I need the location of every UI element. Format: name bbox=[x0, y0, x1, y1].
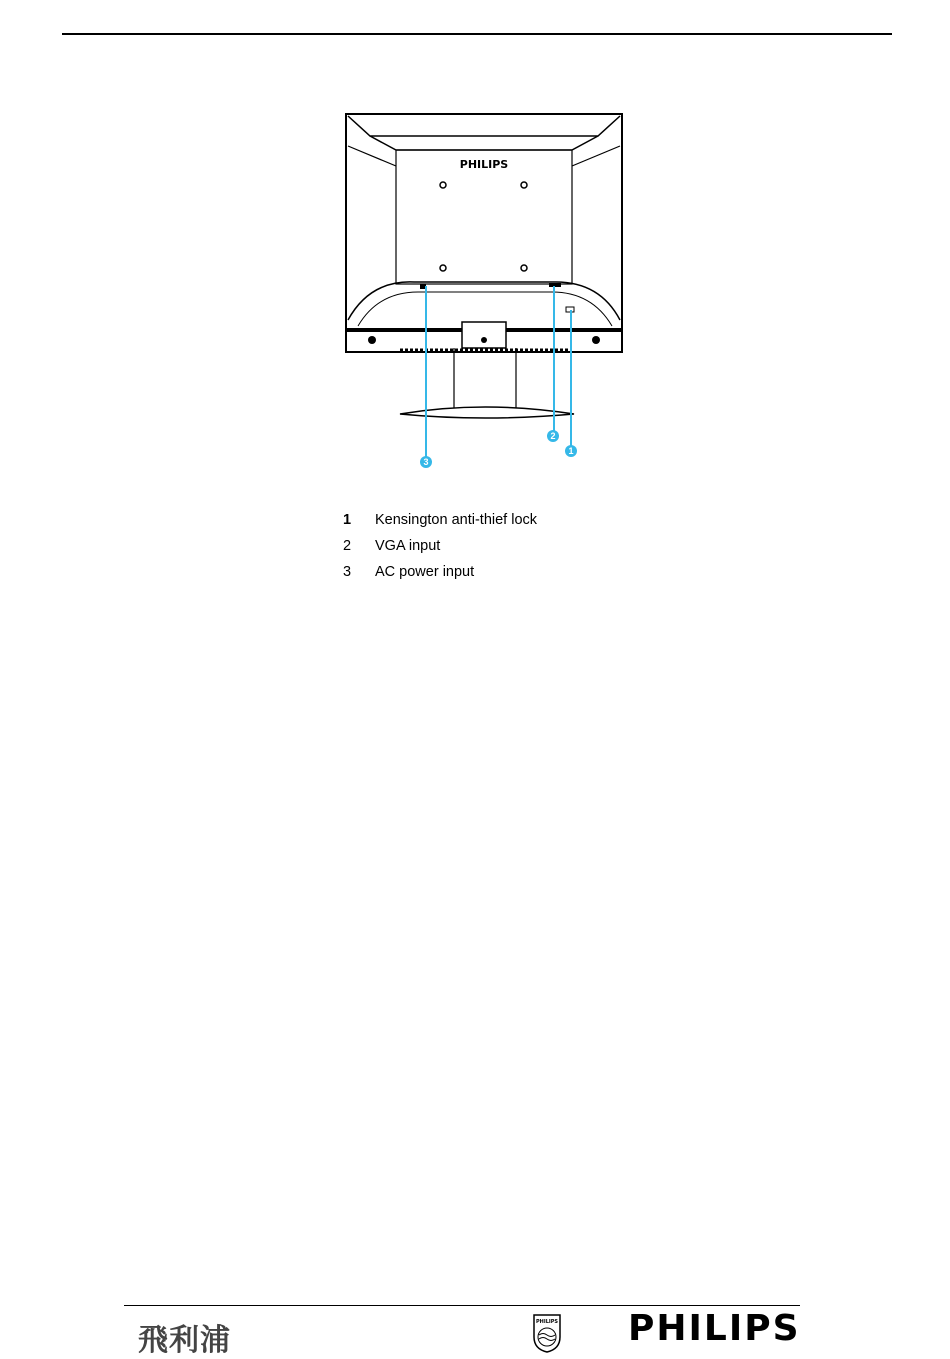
legend-item bbox=[343, 536, 537, 562]
monitor-back-diagram bbox=[330, 100, 630, 480]
callout-3: 3 bbox=[420, 456, 432, 468]
legend-text: VGA input bbox=[375, 538, 441, 554]
monitor-back-illustration bbox=[330, 100, 630, 480]
legend-item bbox=[343, 562, 537, 588]
chinese-brand-logo: 飛利浦 bbox=[138, 1323, 231, 1358]
philips-wordmark: PHILIPS bbox=[628, 1308, 801, 1349]
legend-number: 1 bbox=[343, 512, 352, 528]
callout-2: 2 bbox=[547, 430, 559, 442]
legend-text: Kensington anti-thief lock bbox=[375, 512, 538, 528]
header-rule bbox=[62, 33, 892, 35]
legend-text: AC power input bbox=[375, 564, 475, 580]
philips-shield-icon bbox=[532, 1313, 562, 1353]
callout-1: 1 bbox=[565, 445, 577, 457]
legend-number: 3 bbox=[343, 564, 352, 580]
legend-item bbox=[343, 510, 537, 536]
monitor-brand-label: PHILIPS bbox=[459, 158, 509, 171]
legend-number: 2 bbox=[343, 538, 352, 554]
shield-label: PHILIPS bbox=[535, 1319, 559, 1325]
footer-rule bbox=[124, 1305, 800, 1306]
stand-neck bbox=[462, 322, 506, 348]
connector-legend bbox=[343, 510, 537, 588]
